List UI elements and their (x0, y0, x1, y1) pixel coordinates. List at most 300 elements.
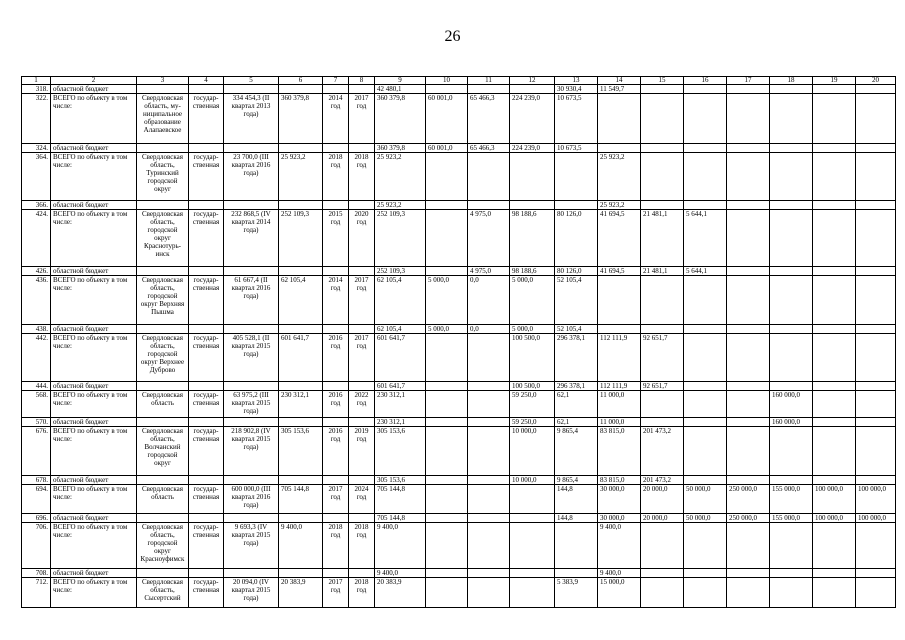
table-cell: 62 105,4 (375, 325, 426, 334)
table-cell (727, 267, 770, 276)
table-cell (856, 578, 896, 608)
table-cell (598, 94, 641, 144)
table-cell: ВСЕГО по объекту в том числе: (51, 334, 137, 382)
table-cell (684, 334, 727, 382)
table-cell: 2017 год (323, 485, 349, 514)
table-cell (641, 276, 684, 325)
table-cell: 10 673,5 (555, 144, 598, 153)
table-cell (349, 144, 375, 153)
table-cell (641, 418, 684, 427)
table-cell (279, 201, 323, 210)
table-cell: 5 644,1 (684, 210, 727, 267)
table-cell: 52 105,4 (555, 325, 598, 334)
object-row (22, 276, 896, 325)
table-cell (224, 514, 279, 523)
column-number: 16 (684, 77, 727, 85)
table-cell (813, 569, 856, 578)
table-cell: 360 379,8 (375, 94, 426, 144)
table-cell (684, 523, 727, 569)
column-number: 6 (279, 77, 323, 85)
table-cell (770, 476, 813, 485)
column-number: 11 (468, 77, 510, 85)
column-number: 13 (555, 77, 598, 85)
table-cell: 252 109,3 (279, 210, 323, 267)
table-cell (224, 267, 279, 276)
table-cell (813, 85, 856, 94)
table-cell (770, 144, 813, 153)
table-cell: областной бюджет (51, 85, 137, 94)
table-cell (598, 144, 641, 153)
column-number: 12 (510, 77, 555, 85)
object-row (22, 523, 896, 569)
table-cell (641, 578, 684, 608)
table-cell: 600 000,0 (III квартал 2016 года) (224, 485, 279, 514)
object-row (22, 334, 896, 382)
table-cell (856, 85, 896, 94)
table-cell: 83 815,0 (598, 476, 641, 485)
table-cell: 9 400,0 (598, 569, 641, 578)
table-cell (137, 514, 189, 523)
table-cell: 41 694,5 (598, 267, 641, 276)
table-cell: 98 188,6 (510, 210, 555, 267)
table-cell (727, 276, 770, 325)
table-cell: 224 239,0 (510, 94, 555, 144)
table-cell: 705 144,8 (375, 485, 426, 514)
table-cell (813, 210, 856, 267)
table-cell (468, 418, 510, 427)
table-cell: 570. (22, 418, 51, 427)
table-cell: 2014 год (323, 276, 349, 325)
table-cell (224, 201, 279, 210)
table-cell: 5 383,9 (555, 578, 598, 608)
table-cell: государ- ственная (189, 334, 224, 382)
table-cell: 601 641,7 (279, 334, 323, 382)
table-cell (189, 201, 224, 210)
table-cell (856, 325, 896, 334)
table-cell (813, 153, 856, 201)
table-cell: 676. (22, 427, 51, 476)
table-cell: областной бюджет (51, 144, 137, 153)
table-cell (323, 144, 349, 153)
table-cell: Свердловская область, Туринский городской округ (137, 153, 189, 201)
table-cell (510, 569, 555, 578)
column-number: 20 (856, 77, 896, 85)
table-cell: областной бюджет (51, 382, 137, 391)
table-cell: 41 694,5 (598, 210, 641, 267)
table-cell: 98 188,6 (510, 267, 555, 276)
budget-subrow (22, 144, 896, 153)
table-cell: 705 144,8 (279, 485, 323, 514)
table-cell: 21 481,1 (641, 210, 684, 267)
table-cell: 218 902,8 (IV квартал 2015 года) (224, 427, 279, 476)
table-cell (279, 418, 323, 427)
table-cell (279, 144, 323, 153)
table-cell: Свердловская область, городской округ Краснотурь- инск (137, 210, 189, 267)
budget-subrow (22, 201, 896, 210)
table-cell: 252 109,3 (375, 267, 426, 276)
table-cell (510, 85, 555, 94)
table-cell (468, 485, 510, 514)
table-cell: государ- ственная (189, 427, 224, 476)
table-cell: 232 868,5 (IV квартал 2014 года) (224, 210, 279, 267)
table-cell (770, 427, 813, 476)
table-cell: 50 000,0 (684, 485, 727, 514)
table-cell (189, 325, 224, 334)
table-cell: 201 473,2 (641, 427, 684, 476)
table-cell: 201 473,2 (641, 476, 684, 485)
table-cell (813, 391, 856, 418)
table-cell: 230 312,1 (375, 418, 426, 427)
table-cell (813, 382, 856, 391)
table-cell (856, 267, 896, 276)
column-number: 3 (137, 77, 189, 85)
table-cell (323, 514, 349, 523)
table-cell: государ- ственная (189, 94, 224, 144)
table-cell (224, 476, 279, 485)
table-cell (727, 391, 770, 418)
table-cell (349, 267, 375, 276)
table-cell (641, 85, 684, 94)
table-cell (856, 144, 896, 153)
table-cell (684, 476, 727, 485)
table-cell: 155 000,0 (770, 514, 813, 523)
table-cell: 2016 год (323, 334, 349, 382)
table-cell: 25 923,2 (598, 153, 641, 201)
table-cell (137, 144, 189, 153)
table-cell: ВСЕГО по объекту в том числе: (51, 578, 137, 608)
table-cell: 10 000,0 (510, 476, 555, 485)
table-cell: государ- ственная (189, 523, 224, 569)
table-cell: 25 923,2 (375, 201, 426, 210)
table-cell (323, 201, 349, 210)
table-cell (468, 514, 510, 523)
table-cell: 5 000,0 (510, 325, 555, 334)
table-cell: 30 000,0 (598, 514, 641, 523)
table-cell: государ- ственная (189, 210, 224, 267)
table-cell (856, 476, 896, 485)
table-cell: областной бюджет (51, 418, 137, 427)
table-cell: 80 126,0 (555, 210, 598, 267)
table-cell (856, 391, 896, 418)
table-header-row (22, 77, 896, 85)
table-cell (856, 210, 896, 267)
table-cell (684, 201, 727, 210)
table-cell (770, 578, 813, 608)
table-cell (727, 94, 770, 144)
table-cell: 705 144,8 (375, 514, 426, 523)
table-cell (641, 144, 684, 153)
table-cell: 9 400,0 (598, 523, 641, 569)
table-cell (510, 523, 555, 569)
table-cell (349, 382, 375, 391)
page-number: 26 (444, 28, 461, 45)
table-cell: 144,8 (555, 485, 598, 514)
table-cell: 100 500,0 (510, 334, 555, 382)
table-cell (426, 391, 468, 418)
table-cell: 2024 год (349, 485, 375, 514)
table-cell: 9 400,0 (279, 523, 323, 569)
table-cell: государ- ственная (189, 391, 224, 418)
table-cell: 112 111,9 (598, 382, 641, 391)
table-cell: 230 312,1 (279, 391, 323, 418)
table-cell: 424. (22, 210, 51, 267)
table-cell: 59 250,0 (510, 391, 555, 418)
table-cell (426, 153, 468, 201)
table-cell: областной бюджет (51, 201, 137, 210)
table-cell: 11 000,0 (598, 418, 641, 427)
table-cell (426, 578, 468, 608)
table-cell: 65 466,3 (468, 94, 510, 144)
table-cell (770, 334, 813, 382)
table-cell (684, 382, 727, 391)
table-cell (770, 94, 813, 144)
table-cell: 2017 год (323, 578, 349, 608)
budget-subrow (22, 325, 896, 334)
table-cell (684, 427, 727, 476)
table-cell (727, 476, 770, 485)
budget-subrow (22, 569, 896, 578)
table-cell (813, 476, 856, 485)
table-cell (426, 514, 468, 523)
table-cell (684, 418, 727, 427)
table-cell (426, 569, 468, 578)
table-cell (555, 153, 598, 201)
table-cell: 9 865,4 (555, 427, 598, 476)
table-cell: 100 000,0 (813, 514, 856, 523)
table-cell (856, 201, 896, 210)
table-cell: 20 383,9 (279, 578, 323, 608)
table-cell (727, 523, 770, 569)
column-number: 10 (426, 77, 468, 85)
table-cell (426, 85, 468, 94)
table-cell (727, 382, 770, 391)
table-cell (856, 94, 896, 144)
table-cell (426, 523, 468, 569)
budget-table (21, 76, 896, 608)
table-cell: 305 153,6 (375, 476, 426, 485)
table-cell (727, 418, 770, 427)
table-cell: 20 000,0 (641, 485, 684, 514)
table-cell (224, 382, 279, 391)
object-row (22, 94, 896, 144)
table-cell (349, 476, 375, 485)
object-row (22, 391, 896, 418)
table-cell: 2018 год (323, 523, 349, 569)
table-cell: 2020 год (349, 210, 375, 267)
table-cell (189, 85, 224, 94)
column-number: 7 (323, 77, 349, 85)
table-cell: 15 000,0 (598, 578, 641, 608)
table-cell (684, 578, 727, 608)
table-cell: 100 000,0 (856, 514, 896, 523)
table-cell: Свердловская область, му- ниципальное образование Алапаевское (137, 94, 189, 144)
table-cell (641, 523, 684, 569)
table-cell: 706. (22, 523, 51, 569)
table-cell (137, 201, 189, 210)
table-cell (426, 476, 468, 485)
table-cell: 678. (22, 476, 51, 485)
table-cell: 9 400,0 (375, 569, 426, 578)
table-cell (349, 569, 375, 578)
table-cell: 5 000,0 (426, 276, 468, 325)
table-cell (770, 325, 813, 334)
table-cell: 10 673,5 (555, 94, 598, 144)
table-cell: 62 105,4 (279, 276, 323, 325)
table-cell: 2014 год (323, 94, 349, 144)
table-cell (856, 276, 896, 325)
table-cell: 155 000,0 (770, 485, 813, 514)
table-cell (426, 418, 468, 427)
column-number: 8 (349, 77, 375, 85)
table-cell (468, 201, 510, 210)
table-cell (684, 569, 727, 578)
table-cell (224, 144, 279, 153)
table-cell (684, 144, 727, 153)
table-cell: ВСЕГО по объекту в том числе: (51, 276, 137, 325)
table-cell: государ- ственная (189, 485, 224, 514)
table-cell (856, 569, 896, 578)
table-cell (426, 210, 468, 267)
table-cell: ВСЕГО по объекту в том числе: (51, 210, 137, 267)
table-cell (468, 153, 510, 201)
table-cell: 11 549,7 (598, 85, 641, 94)
table-cell (279, 325, 323, 334)
table-cell: 2018 год (349, 153, 375, 201)
table-cell (727, 201, 770, 210)
table-cell: 60 001,0 (426, 94, 468, 144)
table-cell: 160 000,0 (770, 418, 813, 427)
table-cell (727, 569, 770, 578)
table-cell: Свердловская область, городской округ Красноуфимск (137, 523, 189, 569)
table-cell: 2018 год (349, 578, 375, 608)
table-cell (349, 514, 375, 523)
table-cell (813, 427, 856, 476)
table-cell (510, 514, 555, 523)
table-cell (224, 569, 279, 578)
table-cell (727, 85, 770, 94)
table-cell: Свердловская область, Волчанский городской округ (137, 427, 189, 476)
budget-subrow (22, 514, 896, 523)
column-number: 18 (770, 77, 813, 85)
table-cell: 2016 год (323, 391, 349, 418)
table-cell (426, 201, 468, 210)
table-cell: 324. (22, 144, 51, 153)
table-cell: 92 651,7 (641, 334, 684, 382)
table-cell (813, 578, 856, 608)
table-cell (770, 267, 813, 276)
table-cell: 25 923,2 (598, 201, 641, 210)
object-row (22, 210, 896, 267)
table-cell: 0,0 (468, 276, 510, 325)
budget-subrow (22, 418, 896, 427)
table-cell (555, 201, 598, 210)
table-cell: 21 481,1 (641, 267, 684, 276)
table-cell: ВСЕГО по объекту в том числе: (51, 153, 137, 201)
table-cell (598, 276, 641, 325)
table-cell: 296 378,1 (555, 382, 598, 391)
table-cell (813, 144, 856, 153)
table-cell: 4 975,0 (468, 210, 510, 267)
table-cell: 442. (22, 334, 51, 382)
table-cell: 20 383,9 (375, 578, 426, 608)
table-cell: государ- ственная (189, 578, 224, 608)
table-cell: 65 466,3 (468, 144, 510, 153)
table-cell (770, 201, 813, 210)
column-number: 17 (727, 77, 770, 85)
table-cell: 444. (22, 382, 51, 391)
object-row (22, 485, 896, 514)
column-number: 19 (813, 77, 856, 85)
table-cell (598, 325, 641, 334)
table-cell: 92 651,7 (641, 382, 684, 391)
table-cell (323, 267, 349, 276)
table-cell: 364. (22, 153, 51, 201)
table-cell (426, 334, 468, 382)
table-cell (468, 391, 510, 418)
table-cell: областной бюджет (51, 267, 137, 276)
table-cell (279, 476, 323, 485)
table-cell (510, 485, 555, 514)
table-cell: 694. (22, 485, 51, 514)
table-cell (727, 334, 770, 382)
table-cell (137, 476, 189, 485)
table-cell (641, 391, 684, 418)
table-cell (323, 418, 349, 427)
table-cell: 112 111,9 (598, 334, 641, 382)
table-cell: 250 000,0 (727, 485, 770, 514)
table-cell: ВСЕГО по объекту в том числе: (51, 94, 137, 144)
table-cell: 696. (22, 514, 51, 523)
table-cell: 20 000,0 (641, 514, 684, 523)
table-cell: 230 312,1 (375, 391, 426, 418)
table-cell (813, 418, 856, 427)
table-cell: 4 975,0 (468, 267, 510, 276)
object-row (22, 427, 896, 476)
table-cell: 305 153,6 (279, 427, 323, 476)
table-cell (323, 476, 349, 485)
table-cell (426, 485, 468, 514)
table-cell: 5 000,0 (510, 276, 555, 325)
table-cell (426, 267, 468, 276)
table-cell: 9 865,4 (555, 476, 598, 485)
table-cell: 2018 год (323, 153, 349, 201)
table-cell: 2017 год (349, 334, 375, 382)
table-cell (641, 201, 684, 210)
table-cell (641, 153, 684, 201)
table-cell: Свердловская область, городской округ Верхняя Пышма (137, 276, 189, 325)
table-cell (684, 85, 727, 94)
table-cell: 144,8 (555, 514, 598, 523)
table-cell: 334 454,3 (II квартал 2013 года) (224, 94, 279, 144)
table-cell (468, 523, 510, 569)
table-cell (137, 325, 189, 334)
table-cell (224, 325, 279, 334)
budget-subrow (22, 382, 896, 391)
object-row (22, 578, 896, 608)
column-number: 4 (189, 77, 224, 85)
table-cell: Свердловская область (137, 391, 189, 418)
table-cell: 52 105,4 (555, 276, 598, 325)
table-cell (279, 267, 323, 276)
column-number: 2 (51, 77, 137, 85)
table-cell (279, 382, 323, 391)
table-cell: 10 000,0 (510, 427, 555, 476)
table-cell (856, 523, 896, 569)
table-cell (468, 85, 510, 94)
table-cell (323, 569, 349, 578)
table-cell (813, 201, 856, 210)
table-cell (323, 325, 349, 334)
